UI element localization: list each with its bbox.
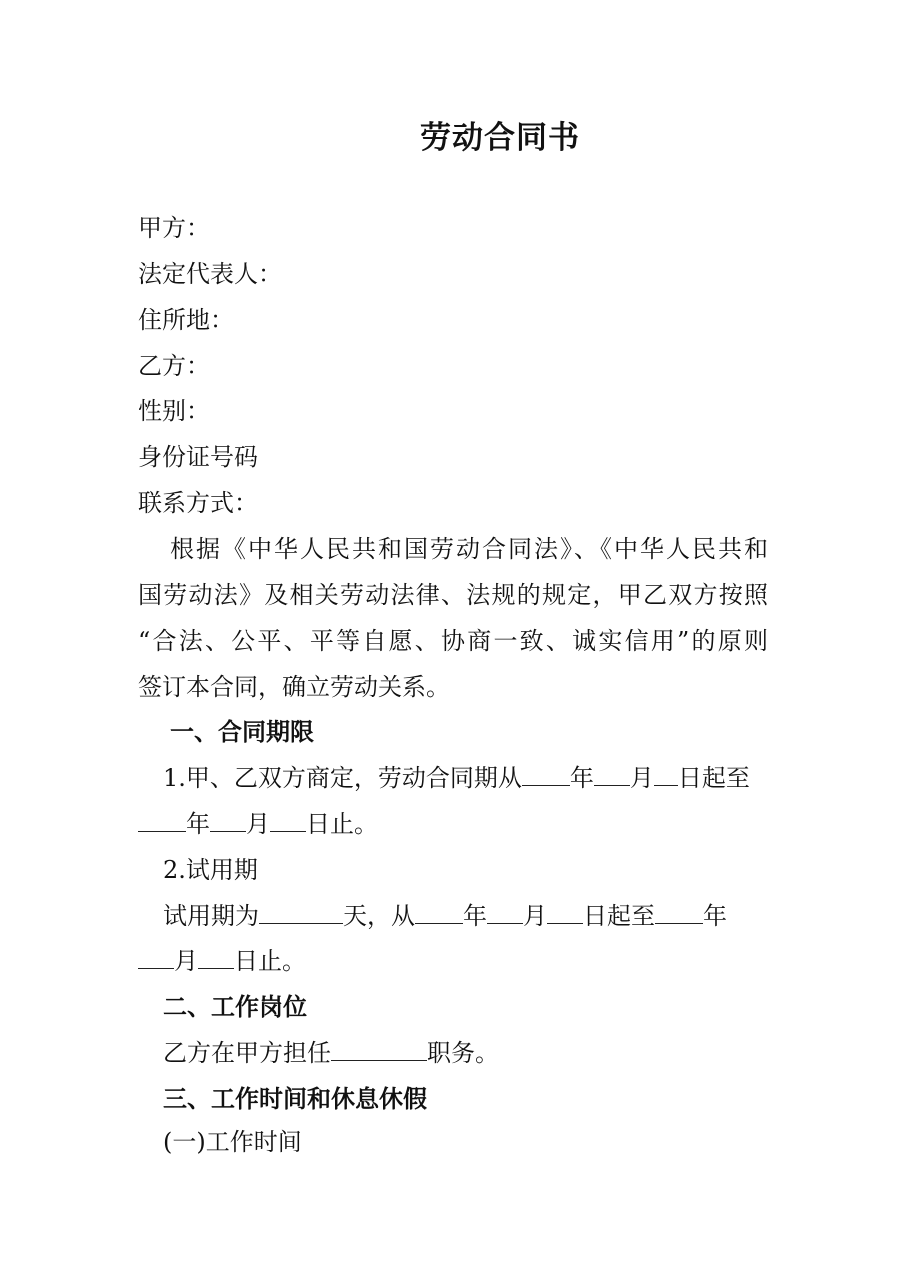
term-start-month-blank <box>594 763 630 786</box>
address-label: 住所地： <box>138 306 234 334</box>
section-3-sub-1: (一)工作时间 <box>163 1128 302 1156</box>
term-month-word: 月 <box>629 764 654 792</box>
document-title: 劳动合同书 <box>420 120 580 156</box>
term-day-from-word: 日起至 <box>677 764 750 792</box>
term-end-day-blank <box>270 809 306 832</box>
section-2-heading: 二、工作岗位 <box>163 993 307 1021</box>
probation-year-word: 年 <box>463 902 487 930</box>
party-b-label: 乙方： <box>138 352 210 380</box>
party-a-label: 甲方： <box>138 214 210 242</box>
position-text-before: 乙方在甲方担任 <box>163 1039 331 1067</box>
term-end-year-blank <box>138 809 186 832</box>
probation-year2-word: 年 <box>703 902 727 930</box>
probation-month-word: 月 <box>523 902 547 930</box>
probation-days-blank <box>259 901 343 924</box>
probation-start-month-blank <box>487 901 523 924</box>
term-start-year-blank <box>522 763 570 786</box>
probation-line-2 <box>138 946 306 976</box>
probation-day-from-word: 日起至 <box>583 902 655 930</box>
gender-label: 性别： <box>138 397 210 425</box>
term-year-word: 年 <box>569 764 594 792</box>
preamble-line-4: 签订本合同，确立劳动关系。 <box>138 673 450 701</box>
term-clause-line-1 <box>163 763 750 793</box>
section-3-heading: 三、工作时间和休息休假 <box>163 1085 427 1113</box>
term-month2-word: 月 <box>246 810 270 838</box>
probation-days-word: 天，从 <box>343 902 415 930</box>
probation-start-year-blank <box>415 901 463 924</box>
probation-start-day-blank <box>547 901 583 924</box>
preamble-line-2: 国劳动法》及相关劳动法律、法规的规定，甲乙双方按照 <box>138 581 768 609</box>
term-clause-prefix: 1.甲、乙双方商定，劳动合同期从 <box>163 764 522 792</box>
probation-label: 2.试用期 <box>163 856 258 884</box>
probation-line-1 <box>163 901 727 931</box>
probation-end-day-blank <box>198 946 234 969</box>
term-end-month-blank <box>210 809 246 832</box>
position-text-after: 职务。 <box>427 1039 499 1067</box>
probation-end-month-blank <box>138 946 174 969</box>
position-clause <box>163 1038 499 1068</box>
probation-prefix: 试用期为 <box>163 902 259 930</box>
position-blank <box>331 1038 427 1061</box>
term-clause-line-2 <box>138 809 378 839</box>
preamble-line-3: “合法、公平、平等自愿、协商一致、诚实信用”的原则 <box>138 627 768 655</box>
probation-month2-word: 月 <box>174 947 198 975</box>
section-1-heading: 一、合同期限 <box>170 718 314 746</box>
contact-label: 联系方式： <box>138 489 258 517</box>
probation-end-year-blank <box>655 901 703 924</box>
id-number-label: 身份证号码 <box>138 443 258 471</box>
term-day-end-word: 日止。 <box>306 810 378 838</box>
term-start-day-blank <box>654 763 678 786</box>
preamble-line-1: 根据《中华人民共和国劳动合同法》、《中华人民共和 <box>170 535 768 563</box>
probation-day-end-word: 日止。 <box>234 947 306 975</box>
term-year2-word: 年 <box>186 810 210 838</box>
legal-rep-label: 法定代表人： <box>138 260 282 288</box>
